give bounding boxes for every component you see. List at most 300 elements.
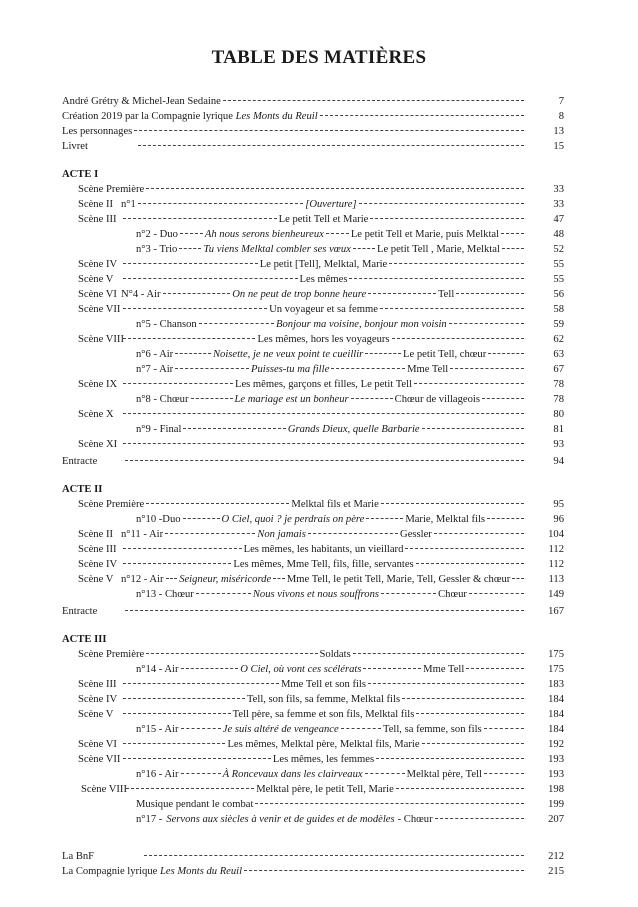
entry-title: Livret bbox=[62, 141, 88, 152]
entry-line bbox=[78, 767, 526, 782]
entry-line bbox=[78, 437, 526, 452]
scene-entry[interactable] bbox=[62, 677, 564, 692]
scene-entry[interactable] bbox=[62, 182, 564, 197]
toc-entry[interactable] bbox=[62, 124, 564, 139]
characters: Les mêmes, les femmes bbox=[272, 754, 375, 765]
entry-line bbox=[78, 182, 526, 197]
scene-entry[interactable] bbox=[62, 347, 564, 362]
characters: Le petit Tell , Marie, Melktal bbox=[376, 244, 500, 255]
scene-entry[interactable] bbox=[62, 512, 564, 527]
page-number: 81 bbox=[553, 424, 564, 435]
page-number: 63 bbox=[553, 349, 564, 360]
scene-entry[interactable] bbox=[62, 392, 564, 407]
dot-leader bbox=[138, 145, 524, 146]
dot-leader bbox=[484, 728, 524, 729]
piece-number: n°10 -Duo bbox=[136, 514, 181, 525]
scene-label: Scène II bbox=[78, 199, 113, 210]
act-heading: ACTE II bbox=[62, 484, 103, 495]
entry-title-italic: Les Monts du Reuil bbox=[159, 866, 243, 877]
scene-entry[interactable] bbox=[62, 767, 564, 782]
characters: Les mêmes, hors les voyageurs bbox=[257, 334, 390, 345]
toc-entry[interactable] bbox=[62, 849, 564, 864]
dot-leader bbox=[123, 308, 267, 309]
entry-line bbox=[78, 797, 526, 812]
piece-title: Je suis altéré de vengeance bbox=[222, 724, 339, 735]
dot-leader bbox=[146, 653, 317, 654]
dot-leader bbox=[146, 188, 524, 189]
entry-line bbox=[78, 662, 526, 677]
entry-line bbox=[78, 317, 526, 332]
toc-entry[interactable] bbox=[62, 94, 564, 109]
entry-line bbox=[78, 422, 526, 437]
entry-line bbox=[78, 407, 526, 422]
scene-label: Scène VII bbox=[78, 304, 121, 315]
page-number: 198 bbox=[548, 784, 564, 795]
entry-line bbox=[62, 109, 526, 124]
scene-label: Scène Première bbox=[78, 184, 145, 195]
scene-entry[interactable] bbox=[62, 812, 564, 827]
piece-title: On ne peut de trop bonne heure bbox=[232, 289, 367, 300]
dot-leader bbox=[370, 218, 524, 219]
dot-leader bbox=[123, 758, 271, 759]
scene-label: Scène IV bbox=[78, 694, 118, 705]
entry-line bbox=[78, 752, 526, 767]
dot-leader bbox=[376, 758, 524, 759]
dot-leader bbox=[359, 203, 524, 204]
scene-entry[interactable] bbox=[62, 587, 564, 602]
scene-label: Scène II bbox=[78, 529, 113, 540]
characters: Les mêmes, Melktal père, Melktal fils, Marie bbox=[227, 739, 420, 750]
scene-label: Scène Première bbox=[78, 499, 145, 510]
entry-line bbox=[78, 737, 526, 752]
dot-leader bbox=[484, 773, 524, 774]
scene-entry[interactable] bbox=[62, 197, 564, 212]
scene-label: Scène IX bbox=[78, 379, 118, 390]
characters: Mme Tell bbox=[407, 364, 449, 375]
page-number: 112 bbox=[548, 559, 564, 570]
dot-leader bbox=[199, 323, 274, 324]
entracte-entry[interactable] bbox=[62, 454, 564, 469]
entry-title: La Compagnie lyrique Les Monts du Reuil bbox=[62, 866, 243, 877]
entry-title-italic: Les Monts du Reuil bbox=[235, 111, 318, 122]
entry-line bbox=[78, 572, 526, 587]
entry-line bbox=[78, 227, 526, 242]
spacer bbox=[62, 154, 564, 160]
piece-number: Musique pendant le combat bbox=[136, 799, 254, 810]
entry-line bbox=[78, 242, 526, 257]
characters: - Chœur bbox=[397, 814, 433, 825]
page-number: 58 bbox=[553, 304, 564, 315]
dot-leader bbox=[381, 593, 436, 594]
scene-label: Scène VIII bbox=[81, 784, 127, 795]
characters: Tell, son fils, sa femme, Melktal fils bbox=[246, 694, 401, 705]
characters: Le petit [Tell], Melktal, Marie bbox=[259, 259, 388, 270]
dot-leader bbox=[125, 460, 524, 461]
page-number: 62 bbox=[553, 334, 564, 345]
scene-entry[interactable] bbox=[62, 302, 564, 317]
page-number: 93 bbox=[553, 439, 564, 450]
page-number: 184 bbox=[548, 724, 564, 735]
characters: Un voyageur et sa femme bbox=[269, 304, 378, 315]
characters: Chœur de villageois bbox=[394, 394, 480, 405]
entry-line bbox=[62, 94, 526, 109]
entry-title: Entracte bbox=[62, 456, 98, 467]
dot-leader bbox=[125, 610, 524, 611]
entry-line bbox=[78, 542, 526, 557]
characters: Les mêmes bbox=[299, 274, 348, 285]
scene-entry[interactable] bbox=[62, 242, 564, 257]
dot-leader bbox=[389, 263, 524, 264]
piece-title: O Ciel, quoi ? je perdrais on père bbox=[221, 514, 365, 525]
dot-leader bbox=[422, 743, 524, 744]
entry-line bbox=[78, 722, 526, 737]
characters: Le petit Tell, chœur bbox=[403, 349, 487, 360]
dot-leader bbox=[456, 293, 524, 294]
dot-leader bbox=[331, 368, 405, 369]
page-title: TABLE DES MATIÈRES bbox=[211, 47, 427, 68]
characters: Les mêmes, les habitants, un vieillard bbox=[243, 544, 404, 555]
page-number: 47 bbox=[553, 214, 564, 225]
piece-title: Non jamais bbox=[257, 529, 306, 540]
dot-leader bbox=[422, 428, 524, 429]
page-number: 78 bbox=[553, 394, 564, 405]
scene-entry[interactable] bbox=[62, 647, 564, 662]
scene-entry[interactable] bbox=[62, 662, 564, 677]
scene-entry[interactable] bbox=[62, 692, 564, 707]
entry-line bbox=[62, 139, 526, 154]
table-of-contents bbox=[62, 94, 564, 879]
dot-leader bbox=[123, 548, 242, 549]
entry-line bbox=[78, 392, 526, 407]
dot-leader bbox=[123, 218, 277, 219]
page-number: 192 bbox=[548, 739, 564, 750]
spacer bbox=[62, 469, 564, 475]
piece-number: n°7 - Air bbox=[136, 364, 174, 375]
entry-line bbox=[62, 124, 526, 139]
scene-label: Scène V bbox=[78, 574, 114, 585]
scene-entry[interactable] bbox=[62, 362, 564, 377]
page-number: 215 bbox=[548, 866, 564, 877]
page-number: 96 bbox=[553, 514, 564, 525]
dot-leader bbox=[353, 248, 375, 249]
dot-leader bbox=[196, 593, 251, 594]
entry-line bbox=[78, 812, 526, 827]
scene-label: Scène V bbox=[78, 274, 114, 285]
dot-leader bbox=[244, 870, 524, 871]
entry-line bbox=[78, 692, 526, 707]
dot-leader bbox=[502, 248, 524, 249]
act-heading: ACTE I bbox=[62, 169, 99, 180]
scene-label: Scène IV bbox=[78, 259, 118, 270]
scene-entry[interactable] bbox=[62, 542, 564, 557]
dot-leader bbox=[435, 818, 524, 819]
scene-entry[interactable] bbox=[62, 287, 564, 302]
dot-leader bbox=[512, 578, 524, 579]
entry-line bbox=[78, 197, 526, 212]
dot-leader bbox=[326, 233, 349, 234]
characters: Mme Tell et son fils bbox=[281, 679, 366, 690]
dot-leader bbox=[181, 668, 239, 669]
entry-line bbox=[78, 257, 526, 272]
page-number: 184 bbox=[548, 694, 564, 705]
scene-label: Scène XI bbox=[78, 439, 118, 450]
dot-leader bbox=[165, 533, 255, 534]
entry-line bbox=[62, 454, 526, 469]
entry-title: Création 2019 par la Compagnie lyrique Les Monts du Reuil bbox=[62, 111, 318, 122]
characters: Le petit Tell et Marie, puis Melktal bbox=[350, 229, 500, 240]
piece-title: Bonjour ma voisine, bonjour mon voisin bbox=[276, 319, 447, 330]
dot-leader bbox=[126, 788, 254, 789]
page-number: 80 bbox=[553, 409, 564, 420]
entry-line bbox=[78, 212, 526, 227]
dot-leader bbox=[179, 248, 201, 249]
characters: Le petit Tell et Marie bbox=[278, 214, 369, 225]
dot-leader bbox=[434, 533, 524, 534]
scene-entry[interactable] bbox=[62, 782, 564, 797]
act-heading: ACTE III bbox=[62, 634, 107, 645]
piece-title: Servons aux siècles à venir et de guides et de modèles bbox=[166, 814, 395, 825]
dot-leader bbox=[414, 383, 524, 384]
dot-leader bbox=[341, 728, 381, 729]
page-number: 175 bbox=[548, 649, 564, 660]
entry-line bbox=[78, 587, 526, 602]
dot-leader bbox=[175, 353, 211, 354]
page-number: 48 bbox=[553, 229, 564, 240]
dot-leader bbox=[123, 278, 298, 279]
dot-leader bbox=[123, 563, 231, 564]
page-number: 149 bbox=[548, 589, 564, 600]
piece-title: Tu viens Melktal combler ses vœux bbox=[203, 244, 351, 255]
page-number: 199 bbox=[548, 799, 564, 810]
dot-leader bbox=[123, 383, 233, 384]
scene-entry[interactable] bbox=[62, 437, 564, 452]
dot-leader bbox=[123, 683, 279, 684]
dot-leader bbox=[255, 803, 524, 804]
scene-label: Scène III bbox=[78, 679, 117, 690]
dot-leader bbox=[366, 518, 403, 519]
dot-leader bbox=[351, 398, 393, 399]
page-number: 56 bbox=[553, 289, 564, 300]
piece-title: Nous vivons et nous souffrons bbox=[252, 589, 380, 600]
dot-leader bbox=[416, 563, 524, 564]
scene-entry[interactable] bbox=[62, 257, 564, 272]
scene-entry[interactable] bbox=[62, 407, 564, 422]
dot-leader bbox=[123, 698, 245, 699]
piece-number: n°13 - Chœur bbox=[136, 589, 194, 600]
dot-leader bbox=[402, 698, 524, 699]
dot-leader bbox=[320, 115, 524, 116]
scene-entry[interactable] bbox=[62, 797, 564, 812]
entry-line bbox=[78, 287, 526, 302]
entry-line bbox=[78, 272, 526, 287]
dot-leader bbox=[381, 503, 524, 504]
page-number: 8 bbox=[558, 111, 564, 122]
dot-leader bbox=[183, 428, 285, 429]
dot-leader bbox=[123, 338, 255, 339]
dot-leader bbox=[191, 398, 233, 399]
dot-leader bbox=[392, 338, 524, 339]
page-number: 112 bbox=[548, 544, 564, 555]
spacer bbox=[62, 619, 564, 625]
piece-title: O Ciel, où vont ces scélérats bbox=[240, 664, 362, 675]
scene-entry[interactable] bbox=[62, 752, 564, 767]
piece-number: n°1 bbox=[121, 199, 136, 210]
piece-number: n°14 - Air bbox=[136, 664, 179, 675]
scene-entry[interactable] bbox=[62, 722, 564, 737]
dot-leader bbox=[183, 518, 220, 519]
scene-entry[interactable] bbox=[62, 707, 564, 722]
page-number: 95 bbox=[553, 499, 564, 510]
characters: Les mêmes, garçons et filles, Le petit Tell bbox=[234, 379, 413, 390]
dot-leader bbox=[380, 308, 524, 309]
page-number: 15 bbox=[553, 141, 564, 152]
dot-leader bbox=[416, 713, 524, 714]
entry-line bbox=[78, 707, 526, 722]
dot-leader bbox=[501, 233, 524, 234]
entry-line bbox=[78, 332, 526, 347]
entry-line bbox=[78, 497, 526, 512]
entry-line bbox=[78, 362, 526, 377]
piece-title: Ah nous serons bienheureux bbox=[204, 229, 324, 240]
dot-leader bbox=[146, 503, 289, 504]
characters: Mme Tell, le petit Tell, Marie, Tell, Gessler & chœur bbox=[286, 574, 511, 585]
scene-label: Scène VIII bbox=[78, 334, 124, 345]
dot-leader bbox=[466, 668, 524, 669]
dot-leader bbox=[353, 653, 524, 654]
entry-title: Entracte bbox=[62, 606, 98, 617]
page-number: 193 bbox=[548, 769, 564, 780]
page-number: 52 bbox=[553, 244, 564, 255]
scene-entry[interactable] bbox=[62, 332, 564, 347]
dot-leader bbox=[405, 548, 524, 549]
scene-entry[interactable] bbox=[62, 212, 564, 227]
page-number: 67 bbox=[553, 364, 564, 375]
scene-entry[interactable] bbox=[62, 227, 564, 242]
spacer bbox=[62, 827, 564, 849]
piece-title: À Roncevaux dans les clairveaux bbox=[222, 769, 363, 780]
characters: Melktal fils et Marie bbox=[291, 499, 379, 510]
dot-leader bbox=[469, 593, 524, 594]
characters: Soldats bbox=[319, 649, 351, 660]
page-number: 183 bbox=[548, 679, 564, 690]
dot-leader bbox=[450, 368, 524, 369]
scene-entry[interactable] bbox=[62, 737, 564, 752]
entry-line bbox=[78, 647, 526, 662]
dot-leader bbox=[487, 518, 524, 519]
characters: Melktal père, le petit Tell, Marie bbox=[256, 784, 394, 795]
piece-number: n°16 - Air bbox=[136, 769, 179, 780]
piece-number: n°3 - Trio bbox=[136, 244, 178, 255]
scene-label: Scène VI bbox=[78, 289, 117, 300]
entry-title: Les personnages bbox=[62, 126, 133, 137]
piece-number: n°9 - Final bbox=[136, 424, 182, 435]
toc-entry[interactable] bbox=[62, 864, 564, 879]
piece-title: Le mariage est un bonheur bbox=[234, 394, 349, 405]
toc-entry[interactable] bbox=[62, 139, 564, 154]
toc-entry[interactable] bbox=[62, 109, 564, 124]
entry-line bbox=[78, 512, 526, 527]
piece-number: n°12 - Air bbox=[121, 574, 164, 585]
dot-leader bbox=[134, 130, 524, 131]
entry-line bbox=[78, 347, 526, 362]
page-number: 212 bbox=[548, 851, 564, 862]
scene-label: Scène III bbox=[78, 214, 117, 225]
page-number: 167 bbox=[548, 606, 564, 617]
page-number: 78 bbox=[553, 379, 564, 390]
dot-leader bbox=[181, 773, 221, 774]
entry-line bbox=[78, 527, 526, 542]
scene-entry[interactable] bbox=[62, 377, 564, 392]
entry-line bbox=[62, 849, 526, 864]
dot-leader bbox=[144, 855, 524, 856]
dot-leader bbox=[482, 398, 524, 399]
scene-entry[interactable] bbox=[62, 272, 564, 287]
entracte-entry[interactable] bbox=[62, 604, 564, 619]
dot-leader bbox=[223, 100, 524, 101]
scene-entry[interactable] bbox=[62, 497, 564, 512]
dot-leader bbox=[123, 743, 225, 744]
page-number: 175 bbox=[548, 664, 564, 675]
page-number: 55 bbox=[553, 259, 564, 270]
piece-title: [Ouverture] bbox=[305, 199, 357, 210]
dot-leader bbox=[396, 788, 524, 789]
scene-entry[interactable] bbox=[62, 572, 564, 587]
piece-number: n°8 - Chœur bbox=[136, 394, 189, 405]
page-number: 113 bbox=[548, 574, 564, 585]
scene-entry[interactable] bbox=[62, 422, 564, 437]
scene-entry[interactable] bbox=[62, 527, 564, 542]
entry-line bbox=[78, 782, 526, 797]
piece-title: Grands Dieux, quelle Barbarie bbox=[287, 424, 420, 435]
page-number: 33 bbox=[553, 184, 564, 195]
page-number: 193 bbox=[548, 754, 564, 765]
page-number: 59 bbox=[553, 319, 564, 330]
page-number: 33 bbox=[553, 199, 564, 210]
dot-leader bbox=[123, 413, 524, 414]
characters: Tell, sa femme, son fils bbox=[382, 724, 482, 735]
page-number: 207 bbox=[548, 814, 564, 825]
characters: Mme Tell bbox=[423, 664, 465, 675]
dot-leader bbox=[273, 578, 285, 579]
dot-leader bbox=[365, 773, 405, 774]
page-number: 13 bbox=[553, 126, 564, 137]
dot-leader bbox=[308, 533, 398, 534]
piece-number: N°4 - Air bbox=[121, 289, 161, 300]
entry-line bbox=[78, 302, 526, 317]
dot-leader bbox=[181, 728, 221, 729]
dot-leader bbox=[368, 683, 524, 684]
scene-entry[interactable] bbox=[62, 317, 564, 332]
characters: Chœur bbox=[438, 589, 467, 600]
entry-line bbox=[62, 864, 526, 879]
dot-leader bbox=[363, 668, 421, 669]
dot-leader bbox=[123, 263, 258, 264]
dot-leader bbox=[368, 293, 436, 294]
page-number: 7 bbox=[558, 96, 564, 107]
piece-number: n°15 - Air bbox=[136, 724, 179, 735]
scene-entry[interactable] bbox=[62, 557, 564, 572]
page-number: 94 bbox=[553, 456, 564, 467]
dot-leader bbox=[365, 353, 401, 354]
piece-title: Seigneur, miséricorde bbox=[179, 574, 272, 585]
scene-label: Scène III bbox=[78, 544, 117, 555]
entry-title: André Grétry & Michel-Jean Sedaine bbox=[62, 96, 221, 107]
characters: Gessler bbox=[400, 529, 432, 540]
piece-number: n°17 - bbox=[136, 814, 163, 825]
scene-label: Scène IV bbox=[78, 559, 118, 570]
dot-leader bbox=[449, 323, 524, 324]
page-number: 55 bbox=[553, 274, 564, 285]
